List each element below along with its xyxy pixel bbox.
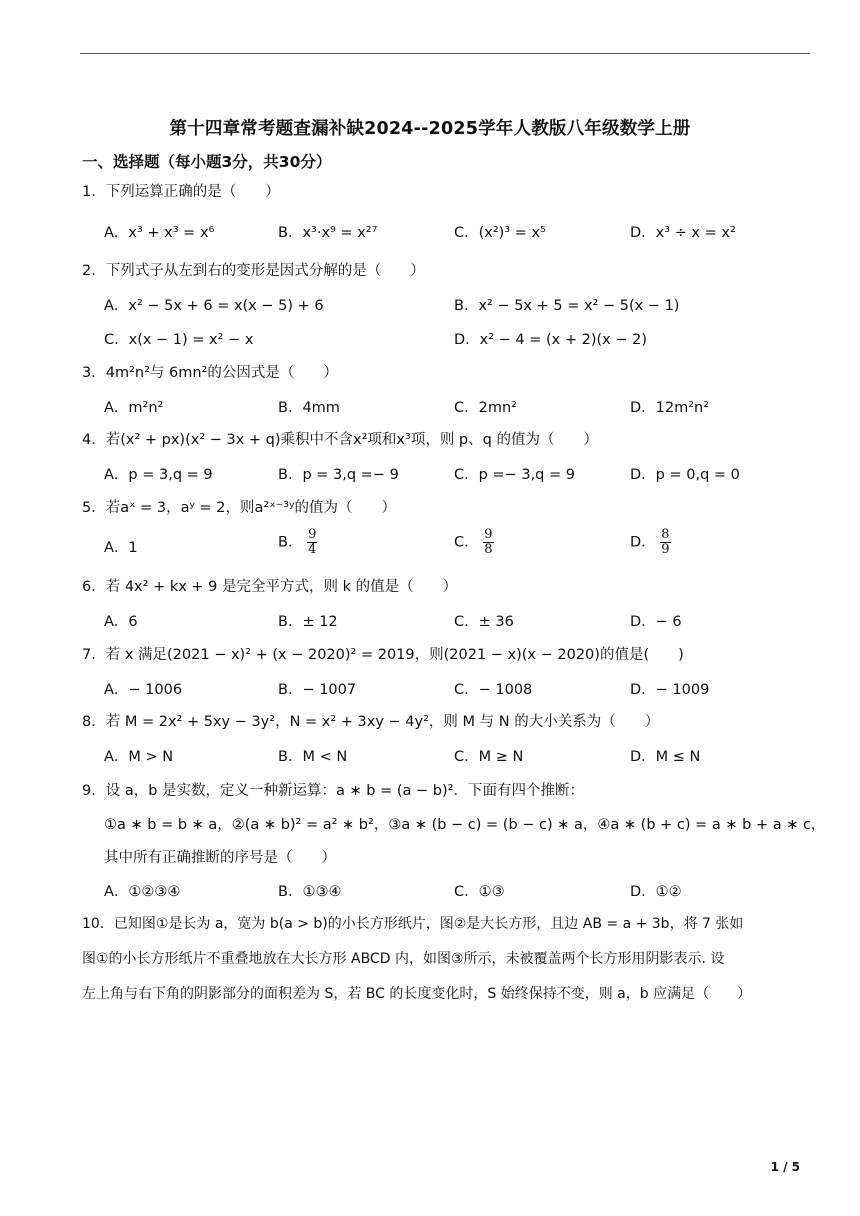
question-2-option-c: C．x(x − 1) = x² − x — [104, 332, 254, 348]
question-4-option-a: A．p = 3,q = 9 — [104, 467, 213, 483]
page-title: 第十四章常考题查漏补缺2024--2025学年人教版八年级数学上册 — [169, 119, 691, 139]
option-letter: C． — [454, 534, 479, 551]
section-heading: 一、选择题（每小题3分，共30分） — [82, 153, 332, 171]
page-number: 1 / 5 — [770, 1160, 800, 1174]
question-8-stem: 8．若 M = 2x² + 5xy − 3y²，N = x² + 3xy − 4y²，则 M 与 N 的大小关系为（ ） — [82, 714, 660, 730]
question-7-option-a: A．− 1006 — [104, 682, 183, 698]
question-9-option-c: C．①③ — [454, 884, 505, 900]
question-5-option-a: A．1 — [104, 540, 138, 556]
question-5-option-c — [454, 528, 494, 557]
question-2-option-b: B．x² − 5x + 5 = x² − 5(x − 1) — [454, 298, 680, 314]
question-1-option-a: A．x³ + x³ = x⁶ — [104, 225, 215, 241]
question-10-line-3: 左上角与右下角的阴影部分的面积差为 S，若 BC 的长度变化时，S 始终保持不变，则 a，b 应满足（ ） — [82, 986, 752, 1002]
question-6-option-b: B．± 12 — [278, 614, 338, 630]
question-1-stem: 1．下列运算正确的是（ ） — [82, 184, 280, 200]
question-2-option-a: A．x² − 5x + 6 = x(x − 5) + 6 — [104, 298, 324, 314]
option-letter: D． — [630, 534, 656, 551]
question-7-option-d: D．− 1009 — [630, 682, 710, 698]
question-8-option-c: C．M ≥ N — [454, 749, 524, 765]
question-4-option-d: D．p = 0,q = 0 — [630, 467, 740, 483]
question-9-stem: 9．设 a，b 是实数，定义一种新运算：a ∗ b = (a − b)²．下面有四个推断： — [82, 783, 584, 799]
question-3-option-c: C．2mn² — [454, 400, 517, 416]
fraction: $\frac{8}{9}$ — [661, 527, 670, 557]
question-9-line-1: ①a ∗ b = b ∗ a，②(a ∗ b)² = a² ∗ b²，③a ∗ (b − c) = (b − c) ∗ a，④a ∗ (b + c) = a ∗ b + a ∗ c， — [104, 817, 826, 833]
question-5-stem: 5．若aˣ = 3，aʸ = 2，则a²ˣ⁻³ʸ的值为（ ） — [82, 500, 397, 516]
question-3-option-b: B．4mm — [278, 400, 340, 416]
question-4-option-c: C．p =− 3,q = 9 — [454, 467, 575, 483]
question-1-option-d: D．x³ ÷ x = x² — [630, 225, 736, 241]
question-8-option-b: B．M < N — [278, 749, 348, 765]
question-6-option-c: C．± 36 — [454, 614, 514, 630]
question-1-option-b: B．x³·x⁹ = x²⁷ — [278, 225, 378, 241]
question-6-option-d: D．− 6 — [630, 614, 682, 630]
question-3-stem: 3．4m²n²与 6mn²的公因式是（ ） — [82, 365, 338, 381]
question-5-option-d — [630, 528, 671, 557]
question-2-stem: 2．下列式子从左到右的变形是因式分解的是（ ） — [82, 263, 425, 279]
question-8-option-d: D．M ≤ N — [630, 749, 701, 765]
question-4-stem: 4．若(x² + px)(x² − 3x + q)乘积中不含x²项和x³项，则 p、q 的值为（ ） — [82, 432, 598, 448]
question-10-line-2: 图①的小长方形纸片不重叠地放在大长方形 ABCD 内，如图③所示，未被覆盖两个长方形用阴影表示. 设 — [82, 951, 725, 967]
option-letter: B． — [278, 534, 303, 551]
question-3-option-a: A．m²n² — [104, 400, 164, 416]
question-1-option-c: C．(x²)³ = x⁵ — [454, 225, 546, 241]
fraction: $\frac{9}{8}$ — [484, 527, 493, 557]
question-9-option-d: D．①② — [630, 884, 682, 900]
question-3-option-d: D．12m²n² — [630, 400, 710, 416]
question-9-line-2: 其中所有正确推断的序号是（ ） — [104, 850, 336, 866]
question-2-option-d: D．x² − 4 = (x + 2)(x − 2) — [454, 332, 647, 348]
question-10-line-1: 10．已知图①是长为 a，宽为 b(a > b)的小长方形纸片，图②是大长方形，且边 AB = a + 3b，将 7 张如 — [82, 916, 744, 932]
fraction: $\frac{9}{4}$ — [308, 527, 317, 557]
question-7-stem: 7．若 x 满足(2021 − x)² + (x − 2020)² = 2019，则(2021 − x)(x − 2020)的值是( ) — [82, 647, 684, 663]
header-rule — [80, 53, 810, 54]
question-7-option-b: B．− 1007 — [278, 682, 357, 698]
question-6-option-a: A．6 — [104, 614, 138, 630]
question-5-option-b — [278, 528, 317, 557]
question-9-option-b: B．①③④ — [278, 884, 342, 900]
question-6-stem: 6．若 4x² + kx + 9 是完全平方式，则 k 的值是（ ） — [82, 579, 458, 595]
question-8-option-a: A．M > N — [104, 749, 174, 765]
question-7-option-c: C．− 1008 — [454, 682, 533, 698]
question-9-option-a: A．①②③④ — [104, 884, 181, 900]
question-4-option-b: B．p = 3,q =− 9 — [278, 467, 399, 483]
